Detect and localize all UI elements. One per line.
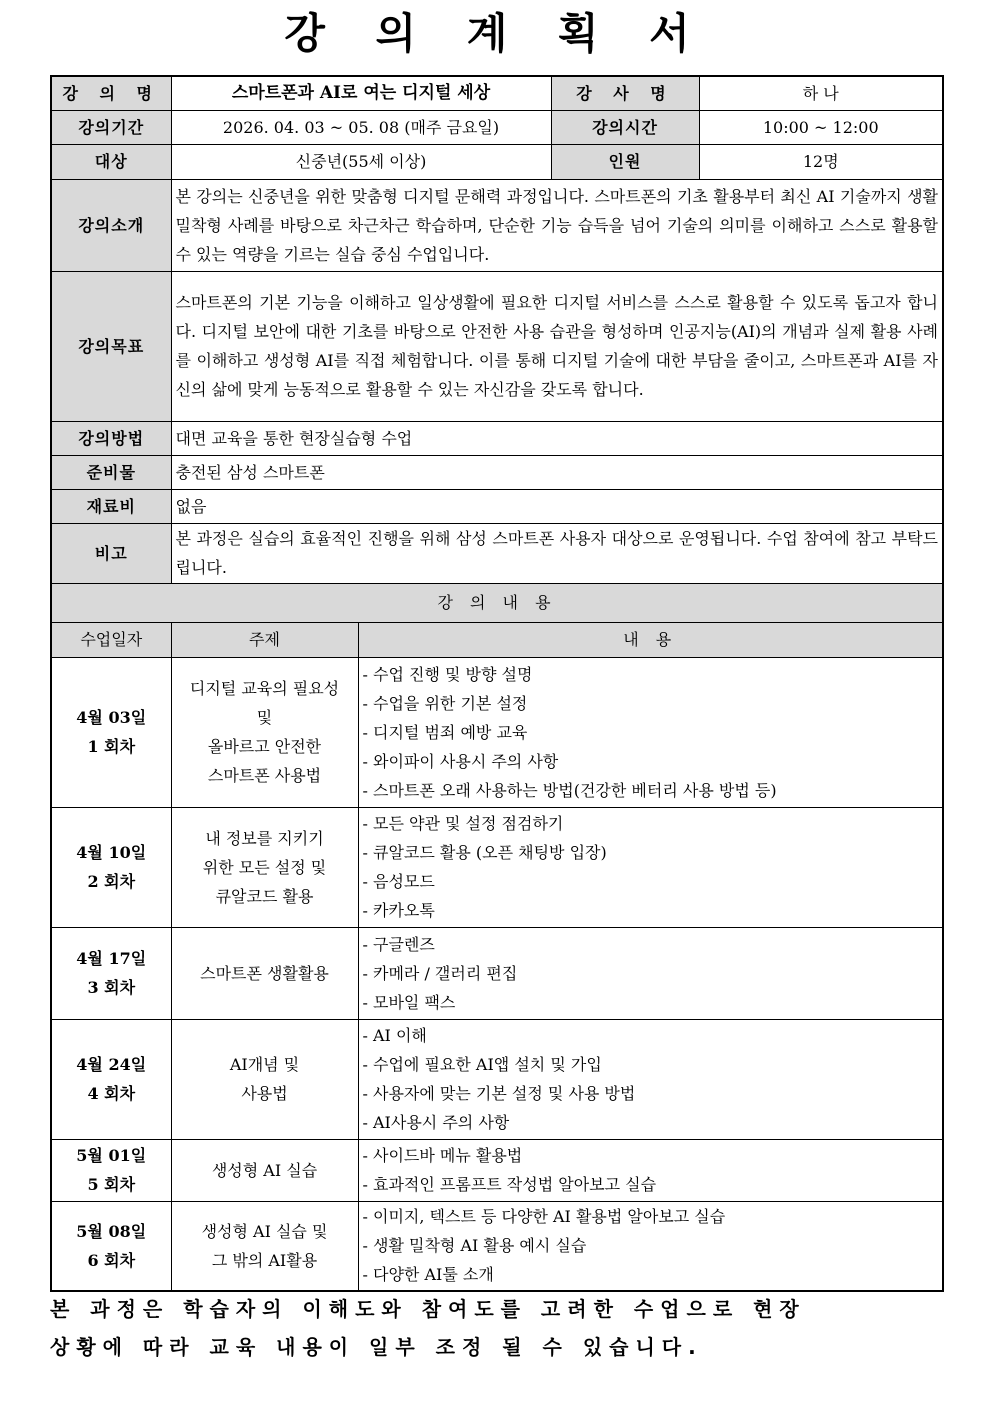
header-date: 수업일자	[51, 622, 171, 657]
content-item: - 사이드바 메뉴 활용법	[362, 1146, 523, 1165]
session-topic-line: 생성형 AI 실습	[211, 1160, 318, 1180]
session-topic-cell	[171, 1019, 358, 1139]
row-course-name	[51, 76, 943, 110]
session-date-cell	[51, 1201, 171, 1291]
fee-value: 없음	[171, 489, 943, 523]
content-item: - 수업을 위한 기본 설정	[362, 693, 528, 713]
content-item: - AI사용시 주의 사항	[362, 1113, 510, 1132]
row-period	[51, 110, 943, 144]
row-materials	[51, 455, 943, 489]
footer-line: 본 과정은 학습자의 이해도와 참여도를 고려한 수업으로 현장	[50, 1297, 806, 1321]
session-content-cell	[358, 1019, 943, 1139]
course-name-value: 스마트폰과 AI로 여는 디지털 세상	[171, 76, 551, 110]
session-topic-cell	[171, 807, 358, 927]
session-date: 5월 08일	[76, 1221, 147, 1241]
row-target	[51, 144, 943, 179]
session-date-cell	[51, 927, 171, 1019]
session-row	[51, 1201, 943, 1291]
session-topic-cell	[171, 657, 358, 807]
course-name-label: 강 의 명	[51, 76, 171, 110]
session-row	[51, 927, 943, 1019]
content-item: - 스마트폰 오래 사용하는 방법(건강한 베터리 사용 방법 등)	[362, 780, 777, 800]
session-topic-line: 생성형 AI 실습 및	[201, 1221, 328, 1241]
session-topic-cell	[171, 927, 358, 1019]
session-content-cell	[358, 1201, 943, 1291]
session-date: 4월 24일	[76, 1055, 147, 1074]
content-item: - 구글렌즈	[362, 934, 435, 954]
target-label: 대상	[51, 144, 171, 179]
fee-label: 재료비	[51, 489, 171, 523]
instructor-label: 강 사 명	[551, 76, 699, 110]
session-content-cell	[358, 1139, 943, 1201]
headcount-value: 12명	[699, 144, 943, 179]
row-fee	[51, 489, 943, 523]
session-topic-line: AI개념 및	[229, 1055, 300, 1074]
period-label: 강의기간	[51, 110, 171, 144]
session-topic-line: 올바르고 안전한	[207, 737, 322, 756]
content-item: - 생활 밀착형 AI 활용 예시 실습	[362, 1236, 587, 1256]
content-item: - AI 이해	[362, 1026, 427, 1045]
remarks-text: 본 과정은 실습의 효율적인 진행을 위해 삼성 스마트폰 사용자 대상으로 운영됩니다. 수업 참여에 참고 부탁드립니다.	[171, 523, 943, 583]
session-content-cell	[358, 807, 943, 927]
session-date: 5월 01일	[76, 1146, 147, 1165]
remarks-label: 비고	[51, 523, 171, 583]
goal-text: 스마트폰의 기본 기능을 이해하고 일상생활에 필요한 디지털 서비스를 스스로 활용할 수 있도록 돕고자 합니다. 디지털 보안에 대한 기초를 바탕으로 안전한 사용 습관을 형성하며 인공지능(AI)의 개념과 실제 활용 사례를 이해하고 생성형 AI를 직접 체험합니다. 이를 통해 디지털 기술에 대한 부담을 줄이고, 스마트폰과 AI를 자신의 삶에 맞게 능동적으로 활용할 수 있는 자신감을 갖도록 합니다.	[171, 271, 943, 421]
session-topic-line: 그 밖의 AI활용	[211, 1250, 318, 1270]
session-row	[51, 1019, 943, 1139]
session-topic-line: 스마트폰 사용법	[207, 766, 322, 785]
goal-label: 강의목표	[51, 271, 171, 421]
content-item: - 다양한 AI툴 소개	[362, 1265, 494, 1285]
row-intro	[51, 179, 943, 271]
content-item: - 큐알코드 활용 (오픈 채팅방 입장)	[362, 843, 607, 862]
session-date: 4월 17일	[76, 949, 147, 968]
session-round: 6 회차	[87, 1250, 136, 1270]
row-goal	[51, 271, 943, 421]
intro-text: 본 강의는 신중년을 위한 맞춤형 디지털 문해력 과정입니다. 스마트폰의 기초 활용부터 최신 AI 기술까지 생활 밀착형 사례를 바탕으로 차근차근 학습하며, 단순한 기능 습득을 넘어 기술의 의미를 이해하고 스스로 활용할 수 있는 역량을 기르는 실습 중심 수업입니다.	[171, 179, 943, 271]
session-row	[51, 1139, 943, 1201]
session-date-cell	[51, 1019, 171, 1139]
row-section-title	[51, 583, 943, 622]
content-item: - 수업 진행 및 방향 설명	[362, 664, 533, 684]
content-item: - 이미지, 텍스트 등 다양한 AI 활용법 알아보고 실습	[362, 1207, 726, 1227]
content-item: - 디지털 범죄 예방 교육	[362, 722, 528, 742]
content-item: - 모든 약관 및 설정 점검하기	[362, 814, 564, 833]
course-plan-table	[50, 75, 944, 1292]
session-row	[51, 807, 943, 927]
session-topic-line: 내 정보를 지키기	[205, 828, 324, 848]
session-date-cell	[51, 657, 171, 807]
session-date-cell	[51, 807, 171, 927]
session-row	[51, 657, 943, 807]
session-round: 1 회차	[87, 737, 136, 756]
session-date: 4월 10일	[76, 843, 147, 862]
session-topic-line: 및	[256, 708, 273, 727]
period-value: 2026. 04. 03 ~ 05. 08 (매주 금요일)	[171, 110, 551, 144]
intro-label: 강의소개	[51, 179, 171, 271]
page-title: 강 의 계 획 서	[284, 9, 708, 58]
footer-notice	[50, 1290, 950, 1366]
header-content: 내 용	[358, 622, 943, 657]
content-item: - 카메라 / 갤러리 편집	[362, 963, 518, 983]
materials-label: 준비물	[51, 455, 171, 489]
session-topic-line: 위한 모든 설정 및	[202, 857, 327, 877]
content-item: - 음성모드	[362, 872, 435, 891]
session-round: 3 회차	[87, 978, 136, 997]
header-topic: 주제	[171, 622, 358, 657]
content-item: - 수업에 필요한 AI앱 설치 및 가입	[362, 1055, 602, 1074]
session-content-cell	[358, 657, 943, 807]
schedule-header-row	[51, 622, 943, 657]
session-topic-line: 디지털 교육의 필요성	[189, 679, 340, 698]
content-item: - 사용자에 맞는 기본 설정 및 사용 방법	[362, 1084, 636, 1103]
session-topic-cell	[171, 1201, 358, 1291]
method-label: 강의방법	[51, 421, 171, 455]
time-label: 강의시간	[551, 110, 699, 144]
session-date-cell	[51, 1139, 171, 1201]
session-content-cell	[358, 927, 943, 1019]
method-value: 대면 교육을 통한 현장실습형 수업	[171, 421, 943, 455]
session-topic-line: 사용법	[241, 1084, 288, 1103]
instructor-value: 하 나	[699, 76, 943, 110]
content-item: - 모바일 팩스	[362, 992, 456, 1012]
time-value: 10:00 ~ 12:00	[699, 110, 943, 144]
row-remarks	[51, 523, 943, 583]
content-item: - 효과적인 프롬프트 작성법 알아보고 실습	[362, 1175, 657, 1194]
content-item: - 와이파이 사용시 주의 사항	[362, 751, 559, 771]
session-topic-line: 스마트폰 생활활용	[200, 963, 329, 983]
row-method	[51, 421, 943, 455]
materials-value: 충전된 삼성 스마트폰	[171, 455, 943, 489]
content-item: - 카카오톡	[362, 901, 435, 920]
session-topic-cell	[171, 1139, 358, 1201]
session-round: 2 회차	[87, 872, 136, 891]
session-round: 4 회차	[87, 1084, 136, 1103]
section-title: 강 의 내 용	[51, 583, 943, 622]
target-value: 신중년(55세 이상)	[171, 144, 551, 179]
footer-line: 상황에 따라 교육 내용이 일부 조정 될 수 있습니다.	[50, 1335, 703, 1359]
session-date: 4월 03일	[76, 708, 147, 727]
session-round: 5 회차	[87, 1175, 136, 1194]
headcount-label: 인원	[551, 144, 699, 179]
session-topic-line: 큐알코드 활용	[215, 886, 314, 906]
